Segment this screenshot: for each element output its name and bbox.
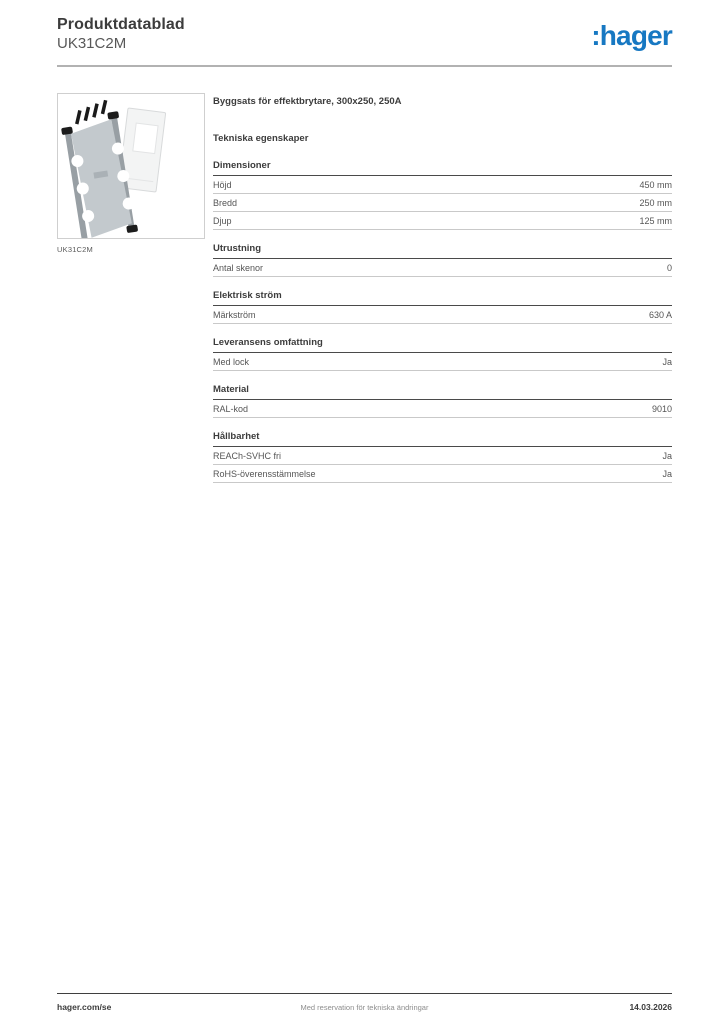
spec-label: REACh-SVHC fri — [213, 451, 282, 461]
spec-row — [213, 176, 672, 194]
footer — [57, 993, 672, 1012]
spec-row — [213, 194, 672, 212]
footer-date: 14.03.2026 — [629, 1002, 672, 1012]
spec-row — [213, 353, 672, 371]
header-titles — [57, 15, 185, 53]
spec-value: 125 mm — [639, 216, 672, 226]
spec-value: 0 — [666, 263, 672, 273]
product-image — [57, 93, 205, 239]
page-title: Produktdatablad — [57, 16, 185, 33]
product-illustration-svg — [58, 94, 204, 238]
header — [57, 0, 672, 53]
section-heading: Dimensioner — [213, 160, 672, 176]
tech-section-3 — [213, 337, 672, 371]
tech-section-1 — [213, 243, 672, 277]
tech-sections — [213, 160, 672, 483]
main-area — [57, 93, 672, 483]
spec-label: RoHS-överensstämmelse — [213, 469, 316, 479]
section-heading: Utrustning — [213, 243, 672, 259]
spec-row — [213, 306, 672, 324]
spec-value: 250 mm — [639, 198, 672, 208]
section-heading: Leveransens omfattning — [213, 337, 672, 353]
tech-section-4 — [213, 384, 672, 418]
spec-value: 450 mm — [639, 180, 672, 190]
hager-logo: :hager — [591, 20, 672, 51]
spec-value: 9010 — [651, 404, 672, 414]
tech-section-5 — [213, 431, 672, 483]
spec-row — [213, 400, 672, 418]
section-heading: Material — [213, 384, 672, 400]
footer-website: hager.com/se — [57, 1002, 112, 1012]
spec-label: Antal skenor — [213, 263, 264, 273]
spec-value: Ja — [662, 451, 672, 461]
spec-value: Ja — [662, 357, 672, 367]
product-image-caption: UK31C2M — [57, 245, 93, 254]
spec-value: Ja — [662, 469, 672, 479]
product-title: Byggsats för effektbrytare, 300x250, 250A — [213, 96, 402, 107]
spec-label: RAL-kod — [213, 404, 249, 414]
product-code: UK31C2M — [57, 35, 127, 52]
spec-label: Bredd — [213, 198, 238, 208]
tech-section-0 — [213, 160, 672, 230]
product-image-column — [57, 93, 205, 483]
spec-row — [213, 259, 672, 277]
section-heading: Elektrisk ström — [213, 290, 672, 306]
footer-disclaimer: Med reservation för tekniska ändringar — [300, 1003, 429, 1012]
tech-section-2 — [213, 290, 672, 324]
spec-label: Djup — [213, 216, 232, 226]
section-heading: Hållbarhet — [213, 431, 672, 447]
spec-label: Med lock — [213, 357, 250, 367]
spec-row — [213, 212, 672, 230]
tech-heading: Tekniska egenskaper — [213, 133, 309, 144]
header-divider — [57, 65, 672, 67]
spec-row — [213, 447, 672, 465]
spec-row — [213, 465, 672, 483]
spec-label: Märkström — [213, 310, 256, 320]
spec-value: 630 A — [648, 310, 672, 320]
spec-column — [213, 93, 672, 483]
spec-label: Höjd — [213, 180, 232, 190]
